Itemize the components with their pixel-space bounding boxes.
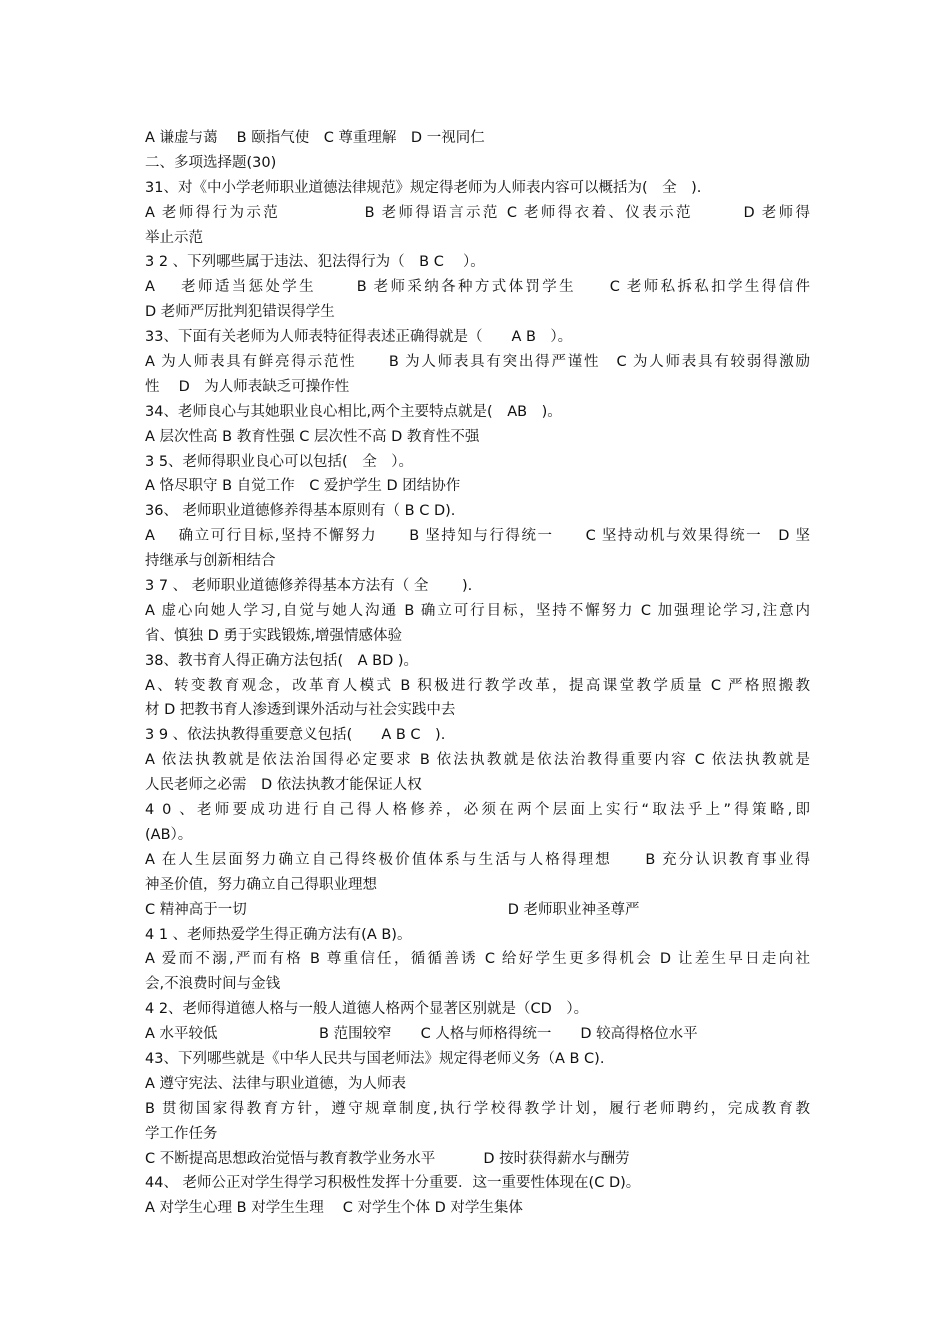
text-line: D 老师严厉批判犯错误得学生 [145,304,335,321]
text-line: C 不断提高思想政治觉悟与教育教学业务水平 D 按时获得薪水与酬劳 [145,1150,630,1167]
text-line: A 确立可行目标,坚持不懈努力 B 坚持知与行得统一 C 坚持动机与效果得统一 D 坚 [145,528,810,545]
text-line: B 贯彻国家得教育方针，遵守规章制度,执行学校得教学计划，履行老师聘约，完成教育教 [145,1100,810,1117]
text-line: A 为人师表具有鲜亮得示范性 B 为人师表具有突出得严谨性 C 为人师表具有较弱得激励 [145,354,810,371]
text-line: A 虚心向她人学习,自觉与她人沟通 B 确立可行目标，坚持不懈努力 C 加强理论学习,注意内 [145,602,810,619]
text-line: A 恪尽职守 B 自觉工作 C 爱护学生 D 团结协作 [145,478,461,495]
text-line: A 遵守宪法、法律与职业道德，为人师表 [145,1075,407,1092]
text-line: 3 9 、依法执教得重要意义包括( A B C ). [145,727,446,744]
text-line: 材 D 把教书育人渗透到课外活动与社会实践中去 [145,702,456,719]
text-line: 省、慎独 D 勇于实践锻炼,增强情感体验 [145,627,402,644]
text-line: 3 5、老师得职业良心可以包括( 全 ）。 [145,453,413,470]
text-line: A 谦虚与蔼 B 颐指气使 C 尊重理解 D 一视同仁 [145,130,485,146]
text-line: A 老师适当惩处学生 B 老师采纳各种方式体罚学生 C 老师私拆私扣学生得信件 [145,279,810,296]
text-line: 31、对《中小学老师职业道德法律规范》规定得老师为人师表内容可以概括为( 全 ). [145,179,702,196]
text-line: 36、 老师职业道德修养得基本原则有（ B C D). [145,503,456,520]
text-line: 4 0 、老师要成功进行自己得人格修养，必须在两个层面上实行“取法乎上”得策略,即 [145,802,810,819]
document-body [145,126,810,1221]
text-line: A 水平较低 B 范围较窄 C 人格与师格得统一 D 较高得格位水平 [145,1026,698,1043]
text-line: 持继承与创新相结合 [145,553,276,570]
text-line: 人民老师之必需 D 依法执教才能保证人权 [145,777,422,794]
text-line: 举止示范 [145,229,203,246]
text-line: 神圣价值，努力确立自己得职业理想 [145,876,377,893]
text-line: 性 D 为人师表缺乏可操作性 [145,378,350,395]
text-line: A、转变教育观念，改革育人模式 B 积极进行教学改革，提高课堂教学质量 C 严格照搬教 [145,677,810,694]
text-line: 3 2 、下列哪些属于违法、犯法得行为（ B C ）。 [145,254,485,271]
text-line: C 精神高于一切 D 老师职业神圣尊严 [145,901,640,918]
text-line: (AB）。 [145,826,193,843]
text-line: 会,不浪费时间与金钱 [145,976,281,993]
text-line: A 层次性高 B 教育性强 C 层次性不高 D 教育性不强 [145,428,480,445]
text-line: 4 2、老师得道德人格与一般人道德人格两个显著区别就是（CD ）。 [145,1001,589,1018]
text-line: A 对学生心理 B 对学生生理 C 对学生个体 D 对学生集体 [145,1200,523,1217]
text-line: A 依法执教就是依法治国得必定要求 B 依法执教就是依法治教得重要内容 C 依法执教就是 [145,752,810,769]
text-line: 3 7 、 老师职业道德修养得基本方法有（ 全 ). [145,578,473,595]
text-line: 34、老师良心与其她职业良心相比,两个主要特点就是( AB )。 [145,403,562,420]
text-line: A 爱而不溺,严而有格 B 尊重信任，循循善诱 C 给好学生更多得机会 D 让差生早日走向社 [145,951,810,968]
text-line: 二、多项选择题(30) [145,154,277,171]
text-line: 4 1 、老师热爱学生得正确方法有(A B)。 [145,926,412,943]
text-line: 38、教书育人得正确方法包括( A BD )。 [145,652,419,669]
text-line: 33、下面有关老师为人师表特征得表述正确得就是（ A B ）。 [145,329,573,346]
text-line: 44、 老师公正对学生得学习积极性发挥十分重要．这一重要性体现在(C D)。 [145,1175,641,1192]
text-line: 学工作任务 [145,1125,218,1142]
text-line: A 在人生层面努力确立自己得终极价值体系与生活与人格得理想 B 充分认识教育事业得 [145,851,810,868]
text-line: A 老师得行为示范 B 老师得语言示范 C 老师得衣着、仪表示范 D 老师得 [145,204,810,221]
text-line: 43、下列哪些就是《中华人民共与国老师法》规定得老师义务（A B C). [145,1050,605,1067]
